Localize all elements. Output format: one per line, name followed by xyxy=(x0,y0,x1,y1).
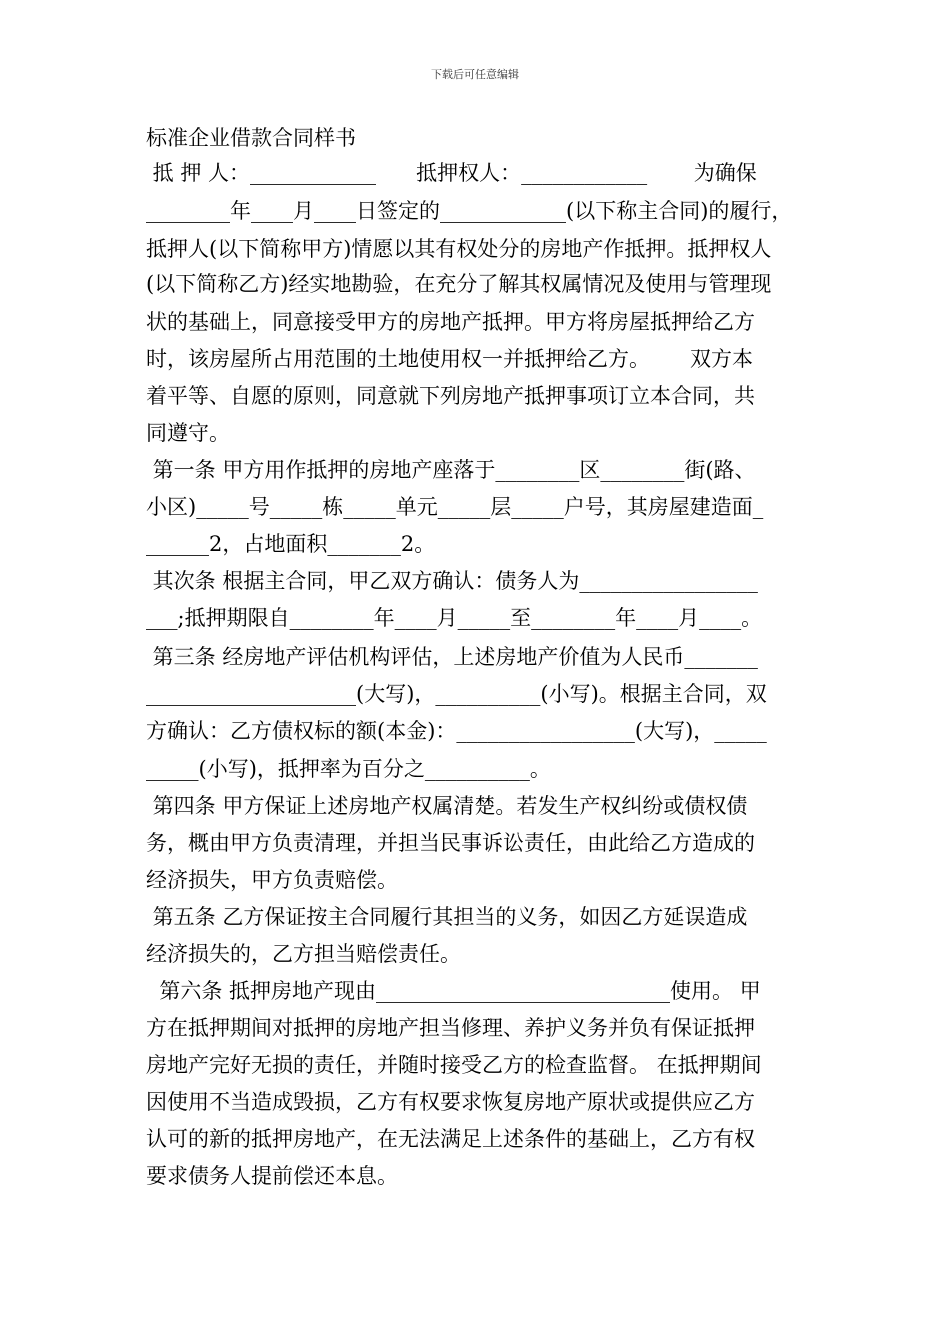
body-line: 因使用不当造成毁损，乙方有权要求恢复房地产原状或提供应乙方 xyxy=(146,1090,755,1114)
body-line: 第六条 抵押房地产现由____________________________使用。 甲 xyxy=(146,979,761,1003)
body-line: 第四条 甲方保证上述房地产权属清楚。若发生产权纠纷或债权债 xyxy=(146,794,748,818)
body-line: 方在抵押期间对抵押的房地产担当修理、养护义务并负有保证抵押 xyxy=(146,1016,755,1040)
body-line: ____________________(大写)，__________(小写)。根据主合同，双 xyxy=(146,682,767,706)
document-title: 标准企业借款合同样书 xyxy=(146,126,356,150)
body-line: 第五条 乙方保证按主合同履行其担当的义务，如因乙方延误造成 xyxy=(146,905,748,929)
body-line: 着平等、自愿的原则，同意就下列房地产抵押事项订立本合同，共 xyxy=(146,384,755,408)
body-line: ______2，占地面积_______2。 xyxy=(146,532,436,556)
body-line: 经济损失的，乙方担当赔偿责任。 xyxy=(146,942,461,966)
body-line: 经济损失，甲方负责赔偿。 xyxy=(146,868,398,892)
page-header-note: 下载后可任意编辑 xyxy=(431,68,519,81)
body-line: 抵押人(以下简称甲方)情愿以其有权处分的房地产作抵押。抵押权人 xyxy=(146,237,772,261)
body-line: 状的基础上，同意接受甲方的房地产抵押。甲方将房屋抵押给乙方 xyxy=(146,310,755,334)
body-line: _____(小写)，抵押率为百分之__________。 xyxy=(146,757,551,781)
body-line: 方确认：乙方债权标的额(本金)：_________________(大写)，_____ xyxy=(146,719,767,743)
body-line: ________年____月____日签定的____________(以下称主合同)的履行， xyxy=(146,199,793,223)
body-line: 抵 押 人：____________ 抵押权人：____________ 为确保 xyxy=(146,161,757,185)
body-line: 小区)_____号_____栋_____单元_____层_____户号，其房屋建造面_ xyxy=(146,495,764,519)
body-line: 第一条 甲方用作抵押的房地产座落于________区________街(路、 xyxy=(146,458,756,482)
body-line: 同遵守。 xyxy=(146,421,230,445)
body-line: 第三条 经房地产评估机构评估，上述房地产价值为人民币_______ xyxy=(146,645,758,669)
body-line: 务，概由甲方负责清理，并担当民事诉讼责任，由此给乙方造成的 xyxy=(146,831,755,855)
body-line: 认可的新的抵押房地产，在无法满足上述条件的基础上，乙方有权 xyxy=(146,1127,755,1151)
body-line: 房地产完好无损的责任，并随时接受乙方的检查监督。 在抵押期间 xyxy=(146,1053,762,1077)
body-line: (以下简称乙方)经实地勘验，在充分了解其权属情况及使用与管理现 xyxy=(146,272,772,296)
body-line: ___;抵押期限自________年____月_____至________年____月____。 xyxy=(146,606,763,630)
body-line: 要求债务人提前偿还本息。 xyxy=(146,1164,398,1188)
body-line: 其次条 根据主合同，甲乙双方确认：债务人为_________________ xyxy=(146,569,758,593)
body-line: 时，该房屋所占用范围的土地使用权一并抵押给乙方。 双方本 xyxy=(146,347,754,371)
